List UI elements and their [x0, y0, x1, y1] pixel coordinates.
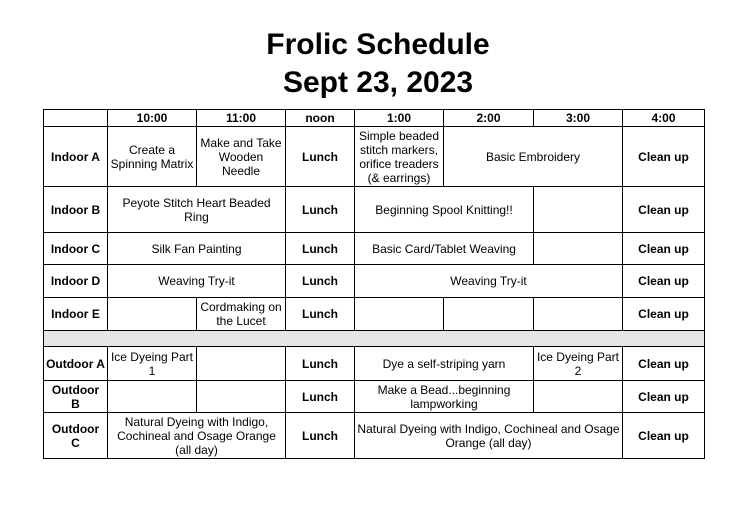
session-cell: Peyote Stitch Heart Beaded Ring	[108, 187, 286, 233]
time-header-cell: 10:00	[108, 110, 197, 127]
table-row	[44, 347, 705, 381]
time-header-cell: 11:00	[197, 110, 286, 127]
schedule-table	[43, 109, 705, 459]
table-row	[44, 413, 705, 459]
empty-cell	[108, 298, 197, 331]
room-label: Indoor B	[44, 187, 108, 233]
empty-cell	[355, 298, 444, 331]
empty-cell	[197, 381, 286, 413]
room-label: Indoor C	[44, 233, 108, 265]
session-cell: Simple beaded stitch markers, orifice treaders (& earrings)	[355, 127, 444, 187]
empty-cell	[197, 347, 286, 381]
lunch-cell: Lunch	[286, 187, 355, 233]
time-header-cell: 2:00	[444, 110, 534, 127]
room-label: Indoor E	[44, 298, 108, 331]
session-cell: Silk Fan Painting	[108, 233, 286, 265]
session-cell: Natural Dyeing with Indigo, Cochineal and Osage Orange (all day)	[108, 413, 286, 459]
empty-cell	[534, 298, 623, 331]
room-label: Outdoor A	[44, 347, 108, 381]
clean-up-cell: Clean up	[623, 298, 705, 331]
empty-cell	[534, 233, 623, 265]
table-row	[44, 381, 705, 413]
session-cell: Basic Embroidery	[444, 127, 623, 187]
session-cell: Make and Take Wooden Needle	[197, 127, 286, 187]
lunch-cell: Lunch	[286, 347, 355, 381]
empty-cell	[108, 381, 197, 413]
lunch-cell: Lunch	[286, 381, 355, 413]
session-cell: Make a Bead...beginning lampworking	[355, 381, 534, 413]
clean-up-cell: Clean up	[623, 187, 705, 233]
lunch-cell: Lunch	[286, 127, 355, 187]
clean-up-cell: Clean up	[623, 233, 705, 265]
lunch-cell: Lunch	[286, 233, 355, 265]
clean-up-cell: Clean up	[623, 413, 705, 459]
session-cell: Weaving Try-it	[108, 265, 286, 298]
session-cell: Ice Dyeing Part 2	[534, 347, 623, 381]
session-cell: Weaving Try-it	[355, 265, 623, 298]
session-cell: Ice Dyeing Part 1	[108, 347, 197, 381]
room-label: Outdoor B	[44, 381, 108, 413]
room-label: Indoor D	[44, 265, 108, 298]
lunch-cell: Lunch	[286, 413, 355, 459]
session-cell: Beginning Spool Knitting!!	[355, 187, 534, 233]
page-date: Sept 23, 2023	[282, 66, 474, 99]
time-header-cell: noon	[286, 110, 355, 127]
empty-cell	[534, 381, 623, 413]
time-header-cell: 1:00	[355, 110, 444, 127]
header-row	[44, 110, 705, 127]
page-title: Frolic Schedule	[266, 28, 490, 61]
table-row	[44, 233, 705, 265]
clean-up-cell: Clean up	[623, 265, 705, 298]
empty-cell	[534, 187, 623, 233]
session-cell: Dye a self-striping yarn	[355, 347, 534, 381]
time-header-cell: 4:00	[623, 110, 705, 127]
table-row	[44, 127, 705, 187]
room-label: Outdoor C	[44, 413, 108, 459]
divider-cell	[44, 331, 705, 347]
table-row	[44, 265, 705, 298]
clean-up-cell: Clean up	[623, 347, 705, 381]
session-cell: Create a Spinning Matrix	[108, 127, 197, 187]
empty-cell	[444, 298, 534, 331]
clean-up-cell: Clean up	[623, 381, 705, 413]
table-row	[44, 298, 705, 331]
time-header-cell: 3:00	[534, 110, 623, 127]
lunch-cell: Lunch	[286, 298, 355, 331]
section-divider-row	[44, 331, 705, 347]
session-cell: Natural Dyeing with Indigo, Cochineal and Osage Orange (all day)	[355, 413, 623, 459]
room-label: Indoor A	[44, 127, 108, 187]
session-cell: Cordmaking on the Lucet	[197, 298, 286, 331]
session-cell: Basic Card/Tablet Weaving	[355, 233, 534, 265]
lunch-cell: Lunch	[286, 265, 355, 298]
header-corner-cell	[44, 110, 108, 127]
table-row	[44, 187, 705, 233]
clean-up-cell: Clean up	[623, 127, 705, 187]
